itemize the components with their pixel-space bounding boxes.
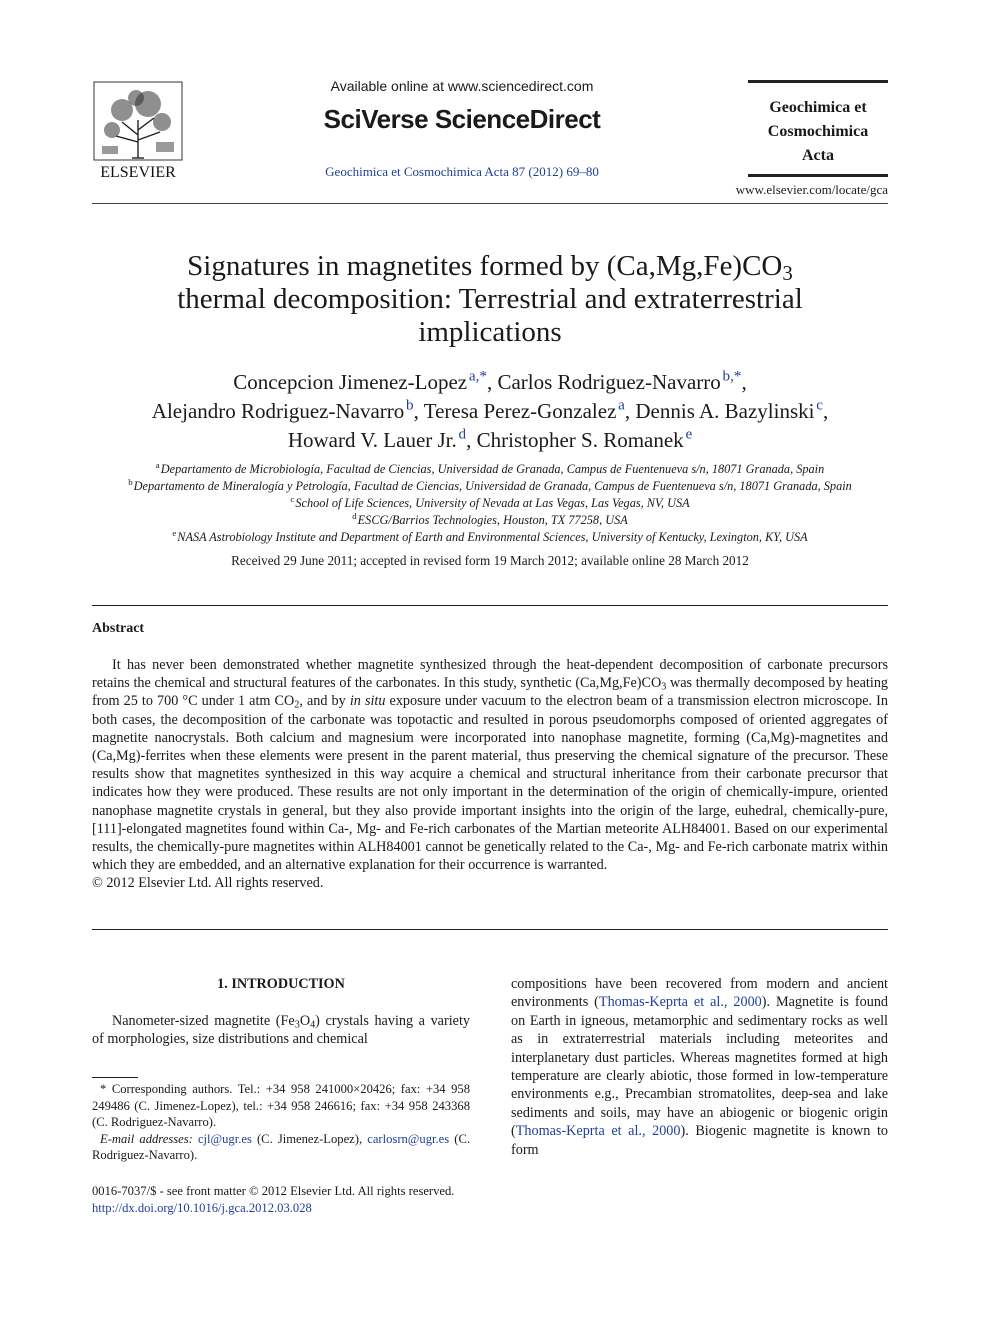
received-dates: Received 29 June 2011; accepted in revised form 19 March 2012; available online 28 March 2012: [231, 553, 749, 568]
intro-left-column: Nanometer-sized magnetite $(Fe_3O_4)$ crystals having a variety of morphologies, size distributions and chemical: [92, 1013, 470, 1048]
publisher-name: ELSEVIER: [100, 164, 176, 181]
elsevier-logo: [92, 80, 184, 182]
journal-name: [748, 96, 888, 168]
elsevier-tree-icon: [92, 80, 184, 182]
affiliation-list: [92, 461, 888, 546]
email-link[interactable]: carlosrn@ugr.es: [367, 1131, 450, 1146]
doi-link[interactable]: http://dx.doi.org/10.1016/j.gca.2012.03.028: [92, 1201, 312, 1215]
journal-citation-link[interactable]: Geochimica et Cosmochimica Acta 87 (2012) 69–80: [325, 164, 599, 179]
corresponding-author-note: * Corresponding authors. Tel.: +34 958 241000×20426; fax: +34 958 249486 (C. Jimenez-Lopez), tel.: +34 958 246616; fax: +34 958 243368 (C. Rodriguez-Navarro).: [92, 1082, 470, 1130]
author-name: Carlos Rodriguez-Navarro: [497, 370, 721, 394]
affiliation-item: $^a$ Departamento de Microbiología, Facultad de Ciencias, Universidad de Granada, Campus de Fuentenueva s/n, 18071 Granada, Spain: [155, 460, 825, 476]
affiliation-item: $^d$ ESCG/Barrios Technologies, Houston, TX 77258, USA: [352, 511, 628, 527]
author-name: Howard V. Lauer Jr.: [287, 428, 457, 452]
author-name: Dennis A. Bazylinski: [635, 399, 815, 423]
author-name: Concepcion Jimenez-Lopez: [233, 370, 468, 394]
title-line: thermal decomposition: Terrestrial and extraterrestrial: [177, 283, 803, 315]
available-online[interactable]: Available online at www.sciencedirect.com: [330, 78, 594, 94]
affiliation-item: $^e$ NASA Astrobiology Institute and Department of Earth and Environmental Sciences, University of Kentucky, Lexington, KY, USA: [172, 528, 808, 544]
journal-name-line: Geochimica et: [769, 99, 867, 116]
abstract-body: It has never been demonstrated whether magnetite synthesized through the heat-dependent decomposition of carbonate precursors retains the chemical and structural features of the carbonates. In this study, synthetic $(Ca,Mg,Fe)CO_3$ was thermally decomposed by heating from 25 to 700 °C under 1 atm $CO_2$, and by in situ exposure under vacuum to the electron beam of a transmission electron microscope. In both cases, the decomposition of the carbonate was topotactic and resulted in porous pseudomorphs composed of oriented aggregates of magnetite nanocrystals. Both calcium and magnesium were incorporated into nanophase magnetite, forming (Ca,Mg)-magnetites and (Ca,Mg)-ferrites when these elements were present in the parent material, thus preserving the chemical signature of the precursor. These results show that magnetites synthesized in this way acquire a chemical and structural inheritance from their carbonate precursor that indicates how they were produced. These results are not only important in the determination of the origin of chemically-impure, oriented nanophase magnetite crystals in general, but they also provide important insights into the origin of the large, euhedral, chemically-pure, [111]-elongated magnetites found within Ca-, Mg- and Fe-rich carbonates of the Martian meteorite ALH84001. Based on our experimental results, the chemically-pure magnetites within ALH84001 cannot be genetically related to the Ca-, Mg- and Fe-rich carbonate matrix within which they are embedded, and an alternative explanation for their occurrence is warranted. © 2012 Elsevier Ltd. All rights reserved.: [92, 657, 889, 892]
article-title: [92, 250, 888, 349]
author-affiliation-mark[interactable]: b: [406, 397, 414, 414]
abstract-bottom-divider: [92, 929, 888, 930]
citation-link[interactable]: Thomas-Keprta et al., 2000: [598, 994, 762, 1011]
issn-line: 0016-7037/$ - see front matter © 2012 Elsevier Ltd. All rights reserved.: [92, 1184, 455, 1198]
journal-url[interactable]: www.elsevier.com/locate/gca: [735, 182, 888, 197]
title-line: Signatures in magnetites formed by $(Ca,Mg,Fe)CO_3$: [187, 250, 793, 286]
sciencedirect-logo[interactable]: SciVerse ScienceDirect: [323, 104, 601, 134]
title-line: implications: [418, 316, 562, 348]
journal-name-line: Cosmochimica: [767, 123, 869, 140]
footnote-divider: [92, 1077, 138, 1078]
email-addresses: E-mail addresses: cjl@ugr.es (C. Jimenez-Lopez), carlosrn@ugr.es (C. Rodriguez-Navarro).: [92, 1131, 471, 1163]
email-link[interactable]: cjl@ugr.es: [197, 1131, 252, 1146]
author-name: Alejandro Rodriguez-Navarro: [151, 399, 405, 423]
section-heading-introduction: 1. INTRODUCTION: [217, 976, 345, 992]
author-name: Teresa Perez-Gonzalez: [423, 399, 617, 423]
footnotes: [92, 1081, 470, 1164]
abstract-heading: Abstract: [92, 621, 145, 636]
front-matter: [92, 1183, 532, 1217]
affiliation-item: $^b$ Departamento de Mineralogía y Petrología, Facultad de Ciencias, Universidad de Granada, Campus de Fuentenueva s/n, 18071 Granada, Spain: [128, 477, 852, 493]
copyright: © 2012 Elsevier Ltd. All rights reserved.: [92, 875, 324, 892]
author-list: Concepcion Jimenez-Lopez $^{a,*}$, Carlos Rodriguez-Navarro $^{b,*}$, Alejandro Rodriguez-Navarro $^b$, Teresa Perez-Gonzalez $^a$, Dennis A. Bazylinski $^c$, Howard V. Lauer Jr. $^d$, Christopher S. Romanek $^e$: [151, 368, 829, 452]
author-affiliation-mark[interactable]: b,*: [722, 368, 742, 385]
intro-right-column: compositions have been recovered from modern and ancient environments (Thomas-Keprta et al., 2000). Magnetite is found on Earth in igneous, metamorphic and sedimentary rocks as well as in extraterrestrial materials including meteorites and interplanetary dust particles. Whereas magnetites formed at high temperature are clearly abiotic, those formed in low-temperature environments e.g., Precambian stromatolites, deep-sea and lake sediments and soils, may have an abiogenic or biogenic origin (Thomas-Keprta et al., 2000). Biogenic magnetite is known to form: [511, 976, 889, 1158]
abstract-top-divider: [92, 605, 888, 606]
citation-link[interactable]: Thomas-Keprta et al., 2000: [515, 1123, 681, 1140]
header-divider: [92, 203, 888, 204]
author-affiliation-mark[interactable]: e: [685, 426, 693, 443]
affiliation-item: $^c$ School of Life Sciences, University of Nevada at Las Vegas, Las Vegas, NV, USA: [290, 494, 690, 510]
journal-name-line: Acta: [802, 147, 834, 164]
author-affiliation-mark[interactable]: a,*: [468, 368, 487, 385]
author-name: Christopher S. Romanek: [476, 428, 684, 452]
author-affiliation-mark[interactable]: c: [816, 397, 823, 414]
author-affiliation-mark[interactable]: a: [618, 397, 625, 414]
author-affiliation-mark[interactable]: d: [458, 426, 467, 443]
